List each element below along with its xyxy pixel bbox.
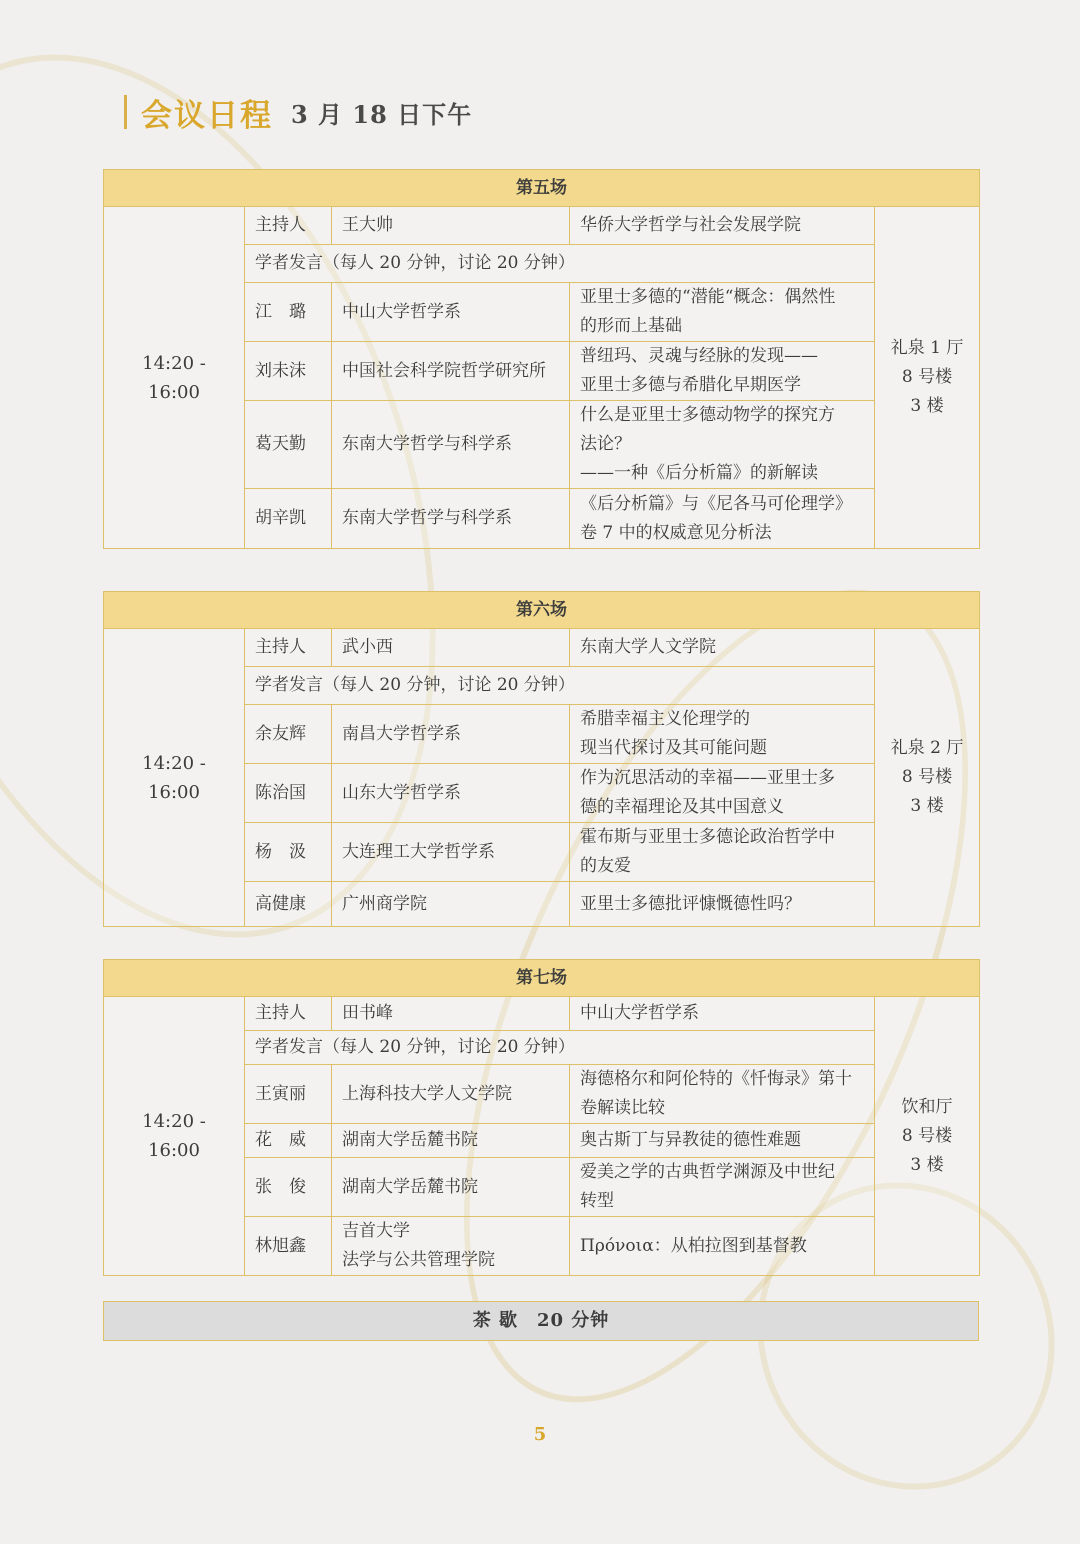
speaker-name: 刘未沫 — [245, 342, 332, 401]
moderator-affiliation: 华侨大学哲学与社会发展学院 — [570, 207, 875, 245]
text-line: 广州商学院 — [342, 893, 427, 914]
talk-title — [570, 342, 875, 401]
text-line: 希腊幸福主义伦理学的 — [580, 709, 750, 729]
text-line: 饮和厅 — [901, 1096, 953, 1117]
page-number: 5 — [533, 1424, 547, 1445]
text-line: 亚里士多德批评慷慨德性吗？ — [580, 893, 801, 914]
text-line: 8 号楼 — [901, 367, 953, 387]
talk-title — [570, 882, 875, 927]
text-line: 吉首大学 — [342, 1221, 410, 1241]
session-time: 14:20 - 16:00 — [104, 629, 245, 927]
text-line: 8 号楼 — [901, 1125, 953, 1146]
text-line: 湖南大学岳麓书院 — [342, 1130, 478, 1150]
text-line: 霍布斯与亚里士多德论政治哲学中 — [580, 827, 835, 847]
speaker-name: 张 俊 — [245, 1158, 332, 1217]
talk-title — [570, 705, 875, 764]
moderator-label: 主持人 — [245, 997, 332, 1031]
text-line: 亚里士多德的“潜能“概念：偶然性 — [580, 287, 836, 307]
text-line: 作为沉思活动的幸福——亚里士多 — [580, 768, 835, 788]
page-title: 会议日程 — [141, 97, 273, 134]
talk-title — [570, 1065, 875, 1124]
text-line: 上海科技大学人文学院 — [342, 1083, 512, 1104]
text-line: Πρόνοια：从柏拉图到基督教 — [580, 1235, 807, 1256]
text-line: 的友爱 — [580, 856, 631, 876]
speaker-name: 高健康 — [245, 882, 332, 927]
session-table — [103, 591, 980, 927]
session-venue — [875, 997, 980, 1276]
text-line: 现当代探讨及其可能问题 — [580, 738, 767, 758]
text-line: 山东大学哲学系 — [342, 782, 461, 803]
session-venue — [875, 207, 980, 549]
speaker-name: 花 威 — [245, 1124, 332, 1158]
text-line: 礼泉 1 厅 — [890, 338, 964, 358]
text-line: 3 楼 — [910, 796, 944, 816]
header-accent-bar — [124, 95, 127, 129]
text-line: 普纽玛、灵魂与经脉的发现—— — [580, 346, 818, 366]
moderator-row — [104, 207, 980, 245]
text-line: 爱美之学的古典哲学渊源及中世纪 — [580, 1162, 835, 1182]
speaker-affiliation — [332, 882, 570, 927]
speaker-name: 林旭鑫 — [245, 1217, 332, 1276]
text-line: 中山大学哲学系 — [342, 301, 461, 322]
talk-title — [570, 401, 875, 489]
speaker-affiliation — [332, 401, 570, 489]
text-line: 东南大学哲学与科学系 — [342, 434, 512, 454]
session-title-row — [104, 592, 980, 629]
moderator-row — [104, 629, 980, 667]
moderator-name: 武小西 — [332, 629, 570, 667]
speaker-name: 王寅丽 — [245, 1065, 332, 1124]
speaker-note: 学者发言（每人 20 分钟，讨论 20 分钟） — [245, 667, 875, 705]
speaker-affiliation — [332, 283, 570, 342]
speaker-name: 胡辛凯 — [245, 489, 332, 549]
speaker-affiliation — [332, 1065, 570, 1124]
text-line: ——一种《后分析篇》的新解读 — [580, 463, 818, 483]
text-line: 东南大学哲学与科学系 — [342, 508, 512, 528]
text-line: 《后分析篇》与《尼各马可伦理学》 — [580, 493, 852, 514]
page-date: 3 月 18 日下午 — [291, 99, 473, 129]
text-line: 大连理工大学哲学系 — [342, 841, 495, 862]
talk-title — [570, 283, 875, 342]
moderator-label: 主持人 — [245, 207, 332, 245]
speaker-affiliation — [332, 489, 570, 549]
moderator-name: 王大帅 — [332, 207, 570, 245]
session-title-row — [104, 960, 980, 997]
talk-title — [570, 489, 875, 549]
text-line: 转型 — [580, 1191, 614, 1211]
text-line: 卷 7 中的权威意见分析法 — [580, 522, 772, 543]
text-line: 卷解读比较 — [580, 1098, 665, 1118]
moderator-affiliation: 中山大学哲学系 — [570, 997, 875, 1031]
speaker-name: 葛天勤 — [245, 401, 332, 489]
moderator-name: 田书峰 — [332, 997, 570, 1031]
text-line: 礼泉 2 厅 — [890, 738, 964, 758]
text-line: 法学与公共管理学院 — [342, 1250, 495, 1270]
text-line: 德的幸福理论及其中国意义 — [580, 797, 784, 817]
speaker-note: 学者发言（每人 20 分钟，讨论 20 分钟） — [245, 1031, 875, 1065]
speaker-name: 余友辉 — [245, 705, 332, 764]
session-title: 第六场 — [104, 592, 980, 629]
speaker-note: 学者发言（每人 20 分钟，讨论 20 分钟） — [245, 245, 875, 283]
text-line: 什么是亚里士多德动物学的探究方 — [580, 405, 835, 425]
speaker-affiliation — [332, 705, 570, 764]
tea-break-bar: 茶 歇 20 分钟 — [103, 1301, 979, 1341]
session-time: 14:20 - 16:00 — [104, 207, 245, 549]
speaker-affiliation — [332, 1217, 570, 1276]
speaker-affiliation — [332, 1158, 570, 1217]
text-line: 法论？ — [580, 434, 631, 454]
text-line: 中国社会科学院哲学研究所 — [342, 360, 546, 381]
talk-title — [570, 1158, 875, 1217]
speaker-name: 陈治国 — [245, 764, 332, 823]
text-line: 湖南大学岳麓书院 — [342, 1176, 478, 1197]
text-line: 8 号楼 — [901, 767, 953, 787]
speaker-affiliation — [332, 764, 570, 823]
text-line: 亚里士多德与希腊化早期医学 — [580, 375, 801, 395]
speaker-name: 杨 汲 — [245, 823, 332, 882]
talk-title — [570, 764, 875, 823]
session-title: 第七场 — [104, 960, 980, 997]
session-table — [103, 169, 980, 549]
speaker-affiliation — [332, 342, 570, 401]
session-title: 第五场 — [104, 170, 980, 207]
talk-title — [570, 1124, 875, 1158]
page-header — [124, 92, 472, 132]
text-line: 3 楼 — [910, 396, 944, 416]
session-venue — [875, 629, 980, 927]
moderator-row — [104, 997, 980, 1031]
moderator-label: 主持人 — [245, 629, 332, 667]
session-title-row — [104, 170, 980, 207]
speaker-name: 江 璐 — [245, 283, 332, 342]
text-line: 的形而上基础 — [580, 316, 682, 336]
text-line: 3 楼 — [910, 1154, 944, 1175]
talk-title — [570, 1217, 875, 1276]
speaker-affiliation — [332, 1124, 570, 1158]
session-time: 14:20 - 16:00 — [104, 997, 245, 1276]
session-table — [103, 959, 980, 1276]
talk-title — [570, 823, 875, 882]
text-line: 海德格尔和阿伦特的《忏悔录》第十 — [580, 1069, 852, 1089]
text-line: 南昌大学哲学系 — [342, 723, 461, 744]
text-line: 奥古斯丁与异教徒的德性难题 — [580, 1130, 801, 1150]
moderator-affiliation: 东南大学人文学院 — [570, 629, 875, 667]
speaker-affiliation — [332, 823, 570, 882]
